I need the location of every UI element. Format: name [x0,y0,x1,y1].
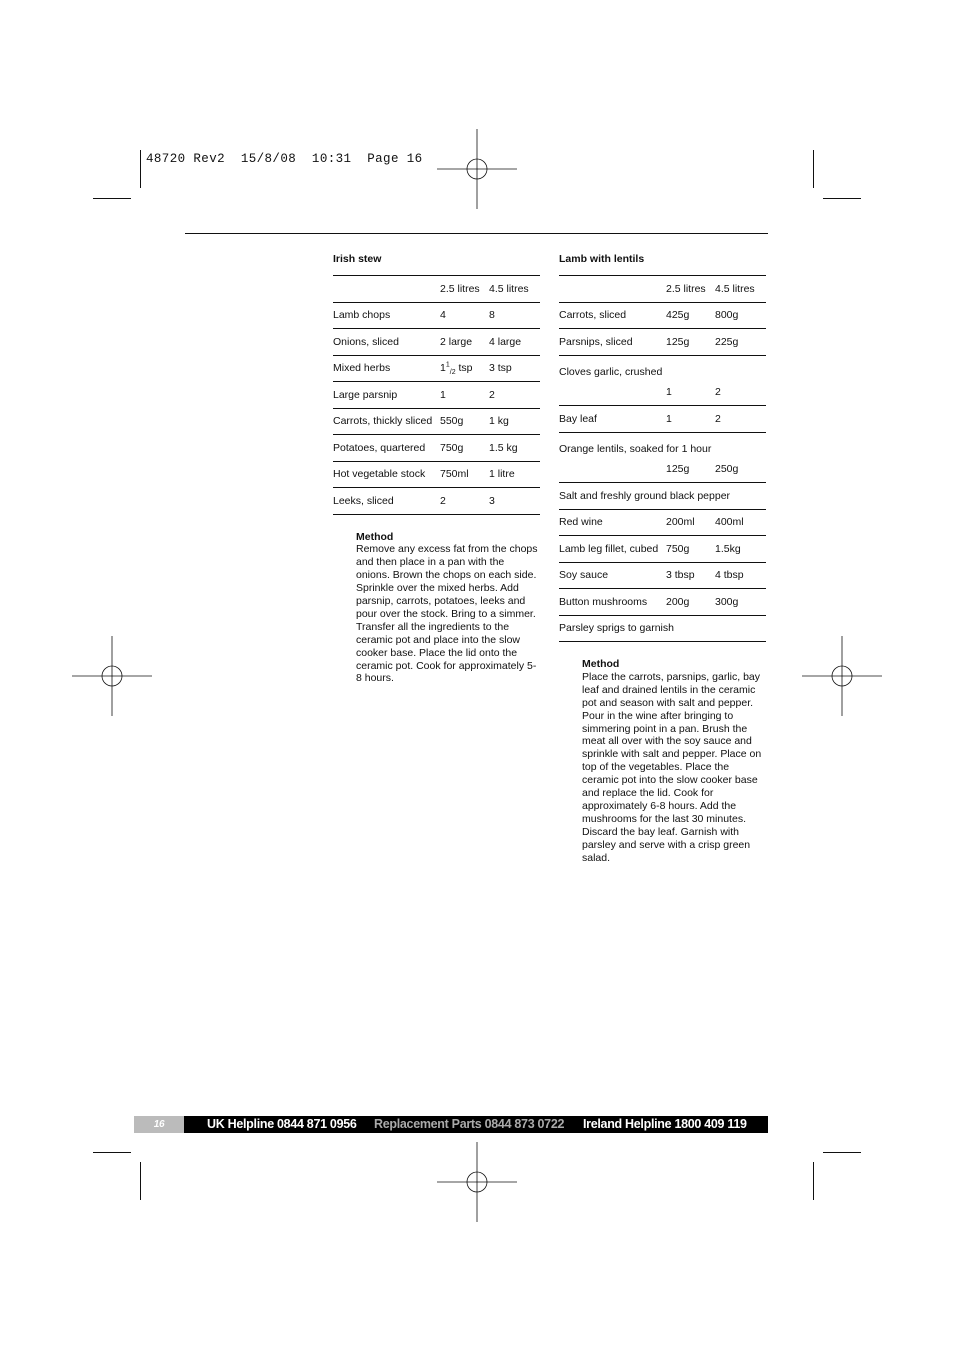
table-row [333,488,540,515]
amount-small: 1 [440,382,489,409]
table-row [559,457,766,483]
table-row [559,509,766,536]
method-text: Remove any excess fat from the chops and then place in a pan with the onions. Brown the chops on each side. Sprinkle over the mixed herbs. Add parsnip, carrots, potatoes, leeks and pour over the stock. Bring to a simmer. Transfer all the ingredients to the ceramic pot and place into the slow cooker base. Place the lid onto the ceramic pot. Cook for approximately 5-8 hours. [356,543,538,685]
amount-large: 2 [715,380,766,406]
recipe-irish-stew [333,253,541,685]
method-heading: Method [356,530,394,543]
amount-large: 300g [715,589,766,616]
crop-mark [140,1162,141,1200]
table-row [333,355,540,382]
recipe-title: Lamb with lentils [559,253,645,265]
amount-small: 750g [440,435,489,462]
ingredient-name: Hot vegetable stock [333,461,440,488]
helpline-footer [134,1116,768,1133]
registration-mark-icon [802,636,882,716]
ingredient-name: Mixed herbs [333,355,440,382]
amount-large: 3 [489,488,540,515]
amount-large: 3 tsp [489,355,540,382]
amount-small: 1 [666,380,715,406]
amount-large: 1 kg [489,408,540,435]
ingredient-name: Parsley sprigs to garnish [559,615,766,642]
header-cell: 4.5 litres [715,276,766,303]
header-cell [333,276,440,303]
ingredient-name: Carrots, sliced [559,302,666,329]
table-row [333,461,540,488]
table-row [559,380,766,406]
replacement-parts: Replacement Parts 0844 873 0722 [374,1117,565,1131]
table-row [559,615,766,642]
amount-small: 200ml [666,509,715,536]
table-row [559,432,766,457]
ingredient-name: Bay leaf [559,406,666,433]
amount-small: 1 [666,406,715,433]
amount-small: 3 tbsp [666,562,715,589]
table-row [559,329,766,356]
table-row [559,406,766,433]
header-cell: 4.5 litres [489,276,540,303]
ingredient-name: Cloves garlic, crushed [559,365,663,378]
amount-small: 125g [666,457,715,483]
uk-helpline: UK Helpline 0844 871 0956 [207,1117,357,1131]
method-heading: Method [582,658,620,670]
table-header-row [333,276,540,303]
amount-large: 225g [715,329,766,356]
table-header-row [559,276,766,303]
table-row [559,536,766,563]
table-row [333,382,540,409]
header-cell [559,276,666,303]
ingredient-name: Salt and freshly ground black pepper [559,483,766,510]
method-text: Place the carrots, parsnips, garlic, bay leaf and drained lentils in the ceramic pot and season with salt and pepper. Pour in the wine after bringing to simmering point in a pan. Brush the meat all over with the soy sauce and sprinkle with salt and pepper. Place on top of the vegetables. Place the ceramic pot into the slow cooker base and replace the lid. Cook for approximately 6-8 hours. Add the mushrooms for the last 30 minutes. Discard the bay leaf. Garnish with parsley and serve with a crisp green salad. [582,670,762,864]
page-number: 16 [134,1116,184,1133]
amount-large: 4 large [489,329,540,356]
crop-mark [93,198,131,199]
amount-small: 200g [666,589,715,616]
registration-mark-icon [72,636,152,716]
amount-small: 4 [440,302,489,329]
amount-large: 1.5kg [715,536,766,563]
table-row [559,483,766,510]
amount-large: 2 [489,382,540,409]
registration-mark-icon [437,1142,517,1222]
table-row [559,355,766,380]
amount-large: 1 litre [489,461,540,488]
ingredient-name: Lamb chops [333,302,440,329]
ingredient-name: Potatoes, quartered [333,435,440,462]
amount-small: 750g [666,536,715,563]
registration-mark-icon [437,129,517,209]
table-row [559,589,766,616]
amount-small [440,355,489,382]
herbs-numerator: 1 [445,361,450,369]
crop-mark [813,1162,814,1200]
method-section [582,658,767,865]
table-row [333,329,540,356]
ingredient-name: Leeks, sliced [333,488,440,515]
ingredient-name: Parsnips, sliced [559,329,666,356]
ireland-helpline: Ireland Helpline 1800 409 119 [583,1117,747,1131]
amount-small: 125g [666,329,715,356]
header-cell: 2.5 litres [440,276,489,303]
recipe-title: Irish stew [333,253,382,265]
ingredient-name: Red wine [559,509,666,536]
amount-small: 550g [440,408,489,435]
table-row [333,302,540,329]
crop-mark [93,1152,131,1153]
herbs-unit: tsp [455,362,473,375]
amount-small: 750ml [440,461,489,488]
table-row [333,408,540,435]
amount-small: 2 [440,488,489,515]
ingredient-name: Orange lentils, soaked for 1 hour [559,442,712,455]
amount-large: 800g [715,302,766,329]
ingredient-name: Lamb leg fillet, cubed [559,536,666,563]
crop-mark [813,150,814,188]
amount-large: 250g [715,457,766,483]
table-row [333,435,540,462]
amount-large: 2 [715,406,766,433]
method-section [356,531,541,686]
ingredients-table [559,275,766,642]
recipe-lamb-with-lentils [559,253,767,865]
herbs-denominator: /2 [449,369,456,377]
header-rule [185,233,768,234]
crop-mark [823,198,861,199]
ingredient-name: Button mushrooms [559,589,666,616]
table-row [559,302,766,329]
crop-mark [140,150,141,188]
amount-large: 4 tbsp [715,562,766,589]
printer-slug: 48720 Rev2 15/8/08 10:31 Page 16 [146,152,423,166]
ingredients-table [333,275,540,515]
ingredient-name: Soy sauce [559,562,666,589]
amount-large: 1.5 kg [489,435,540,462]
amount-small: 2 large [440,329,489,356]
amount-large: 400ml [715,509,766,536]
crop-mark [823,1152,861,1153]
table-row [559,562,766,589]
herbs-whole: 1 [440,362,446,375]
amount-large: 8 [489,302,540,329]
ingredient-name: Large parsnip [333,382,440,409]
header-cell: 2.5 litres [666,276,715,303]
ingredient-name: Onions, sliced [333,329,440,356]
ingredient-name: Carrots, thickly sliced [333,408,440,435]
amount-small: 425g [666,302,715,329]
